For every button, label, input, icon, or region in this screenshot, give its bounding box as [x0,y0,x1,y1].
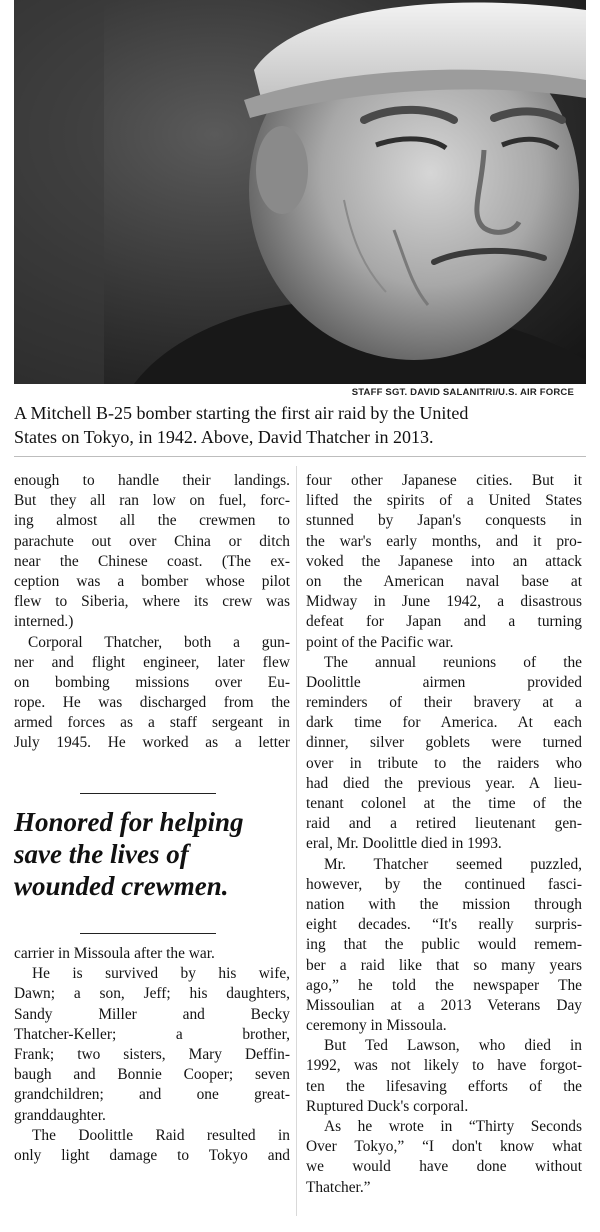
text-line: voked the Japanese into an attack [306,552,582,570]
text-line: Over Tokyo,” “I don't know what [306,1138,582,1156]
pullquote-line: wounded crewmen. [14,871,229,901]
text-line: But they all ran low on fuel, forc- [14,492,290,510]
text-line: Midway in June 1942, a disastrous [306,593,582,611]
text-line: we would have done without [306,1158,582,1176]
pullquote-rule-top [80,793,216,794]
text-line: however, by the continued fasci- [306,875,582,893]
text-line: tenant colonel at the time of the [306,795,582,812]
text-line: Ruptured Duck's corporal. [306,1097,469,1115]
text-line: Thatcher.” [306,1178,371,1196]
text-line: ception was a bomber whose pilot [14,572,290,590]
text-line: the war's early months, and it pro- [306,532,582,550]
text-line: four other Japanese cities. But it [306,472,582,489]
text-line: July 1945. He worked as a letter [14,734,290,752]
text-line: only light damage to Tokyo and [14,1146,290,1164]
text-line: Doolittle airmen provided [306,673,582,691]
text-line: ner and flight engineer, later flew [14,653,290,671]
text-line: As he wrote in “Thirty Seconds [324,1118,582,1135]
text-line: eral, Mr. Doolittle died in 1993. [306,835,502,853]
text-line: reminders of their bravery at a [306,694,582,712]
photo-caption [14,401,586,449]
text-line: Missoulian at a 2013 Veterans Day [306,996,582,1014]
text-line: 1992, was not likely to have forgot- [306,1057,582,1075]
text-line: armed forces as a staff sergeant in [14,714,290,732]
text-line: carrier in Missoula after the war. [14,945,215,962]
text-line: Thatcher-Keller; a brother, [14,1025,290,1043]
text-line: ten the lifesaving efforts of the [306,1077,582,1095]
text-line: ceremony in Missoula. [306,1017,447,1035]
caption-divider [14,456,586,457]
text-line: point of the Pacific war. [306,633,454,651]
text-line: eight decades. “It's really surpris- [306,916,582,934]
text-line: He is survived by his wife, [32,965,290,983]
text-line: nation with the mission through [306,895,582,913]
text-line: dark time for America. At each [306,714,582,732]
pullquote-line: save the lives of [14,839,189,869]
pullquote-rule-bottom [80,933,216,934]
text-line: But Ted Lawson, who died in [324,1037,582,1055]
text-line: interned.) [14,613,74,631]
article-column-left-bottom [14,944,290,1166]
column-divider [296,466,297,1216]
text-line: defeat for Japan and a turning [306,613,582,631]
text-line: parachute out over China or ditch [14,532,290,550]
text-line: on bombing missions over Eu- [14,673,290,691]
text-line: stunned by Japan's conquests in [306,512,582,530]
text-line: on the American naval base at [306,572,582,590]
text-line: ing that the public would remem- [306,936,582,954]
text-line: Sandy Miller and Becky [14,1005,290,1023]
text-line: enough to handle their landings. [14,472,290,489]
text-line: flew to Siberia, where its crew was [14,593,290,611]
text-line: ber a raid like that so many years [306,956,582,974]
pullquote [14,806,294,902]
text-line: raid and a retired lieutenant gen- [306,815,582,833]
text-line: near the Chinese coast. (The ex- [14,552,290,570]
article-column-left-top [14,471,290,754]
page-edge [586,0,600,400]
text-line: The annual reunions of the [324,653,582,671]
text-line: Mr. Thatcher seemed puzzled, [324,855,582,873]
text-line: Frank; two sisters, Mary Deffin- [14,1045,290,1063]
pullquote-line: Honored for helping [14,807,244,837]
text-line: ago,” he told the newspaper The [306,976,582,994]
text-line: over in tribute to the raiders who [306,754,582,772]
text-line: grandchildren; and one great- [14,1086,290,1104]
text-line: granddaughter. [14,1106,106,1124]
text-line: had died the previous year. A lieu- [306,774,582,792]
text-line: ing almost all the crewmen to [14,512,290,530]
photo-credit: STAFF SGT. DAVID SALANITRI/U.S. AIR FORCE [351,387,574,398]
caption-line: States on Tokyo, in 1942. Above, David Thatcher in 2013. [14,427,434,447]
text-line: Corporal Thatcher, both a gun- [28,633,290,651]
text-line: lifted the spirits of a United States [306,492,582,510]
text-line: Dawn; a son, Jeff; his daughters, [14,985,290,1003]
text-line: The Doolittle Raid resulted in [32,1126,290,1144]
portrait-photo [14,0,586,384]
text-line: rope. He was discharged from the [14,694,290,712]
caption-line: A Mitchell B-25 bomber starting the first air raid by the United [14,403,469,423]
article-column-right [306,471,582,1198]
text-line: baugh and Bonnie Cooper; seven [14,1066,290,1084]
text-line: dinner, silver goblets were turned [306,734,582,752]
